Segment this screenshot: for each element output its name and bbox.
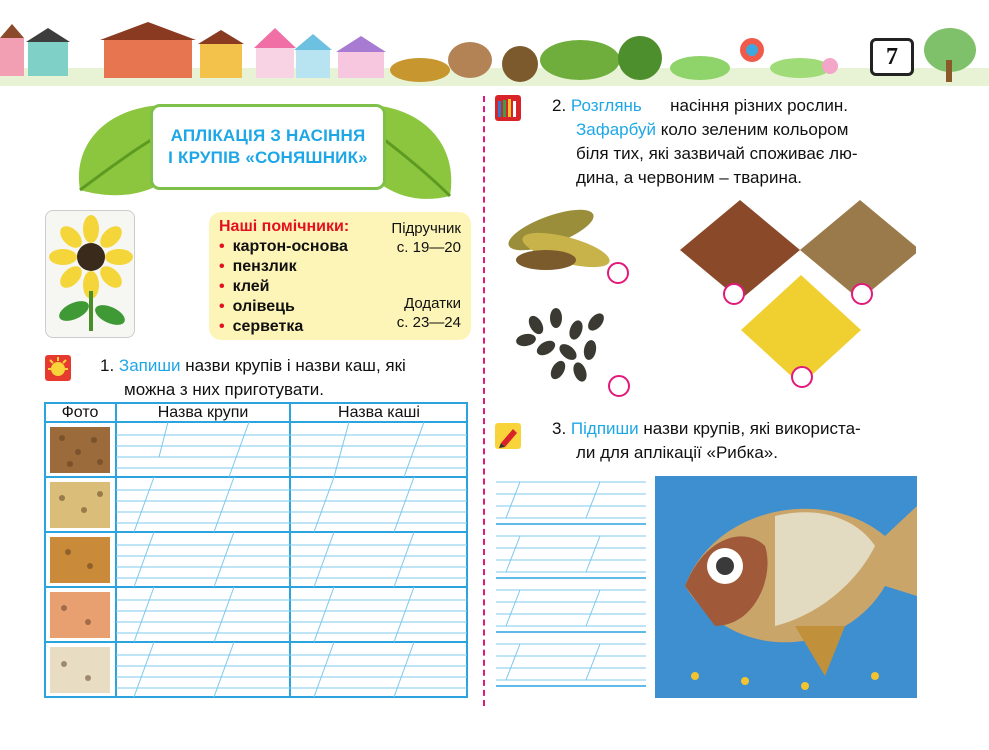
seeds-images bbox=[496, 190, 916, 400]
helper-item: • пензлик bbox=[219, 258, 297, 275]
grain-photo bbox=[50, 427, 110, 693]
task-3-text: 3. Підпиши назви крупів, які використа- ли для аплікації «Рибка». bbox=[552, 419, 861, 462]
color-circle bbox=[792, 367, 812, 387]
title-line-2: І КРУПІВ «СОНЯШНИК» bbox=[168, 148, 368, 167]
page-divider bbox=[483, 96, 485, 706]
task-2-text: 2. Розглянь насіння різних рослин. Зафарбуй коло зеленим кольором біля тих, які зазвичай споживає лю- дина, а червоним – тварина. bbox=[552, 96, 858, 187]
sunflower-image bbox=[45, 210, 135, 338]
title-banner bbox=[150, 104, 386, 190]
writing-table bbox=[44, 402, 468, 698]
task-1-text: 1. Запиши назви крупів і назви каш, які можна з них приготувати. bbox=[100, 356, 406, 399]
fish-appliqué-image bbox=[655, 476, 917, 698]
title-line-1: АПЛІКАЦІЯ З НАСІННЯ bbox=[170, 126, 366, 145]
helper-item: • олівець bbox=[219, 298, 295, 315]
helpers-title: Наші помічники: bbox=[219, 218, 350, 235]
maple-seeds-image bbox=[504, 201, 613, 274]
page-number: 7 bbox=[870, 38, 914, 76]
column-header-photo: Фото bbox=[61, 404, 99, 421]
column-header-grain-name: Назва крупи bbox=[157, 404, 249, 421]
sun-icon bbox=[45, 355, 71, 381]
reference-appendix: Додатки с. 23—24 bbox=[396, 295, 461, 331]
writing-lines bbox=[496, 476, 646, 698]
decorative-header-strip bbox=[0, 20, 989, 86]
pencil-icon bbox=[495, 423, 521, 449]
color-circle bbox=[609, 376, 629, 396]
helpers-box bbox=[209, 212, 471, 340]
color-circle bbox=[724, 284, 744, 304]
column-header-porridge-name: Назва каші bbox=[338, 404, 420, 421]
color-circle bbox=[608, 263, 628, 283]
helper-item: • серветка bbox=[219, 318, 304, 335]
pencils-icon bbox=[495, 95, 521, 121]
helper-item: • клей bbox=[219, 278, 270, 295]
reference-textbook: Підручник с. 19—20 bbox=[391, 220, 461, 256]
color-circle bbox=[852, 284, 872, 304]
sunflower-seeds-image bbox=[515, 308, 607, 383]
helper-item: • картон-основа bbox=[219, 238, 348, 255]
